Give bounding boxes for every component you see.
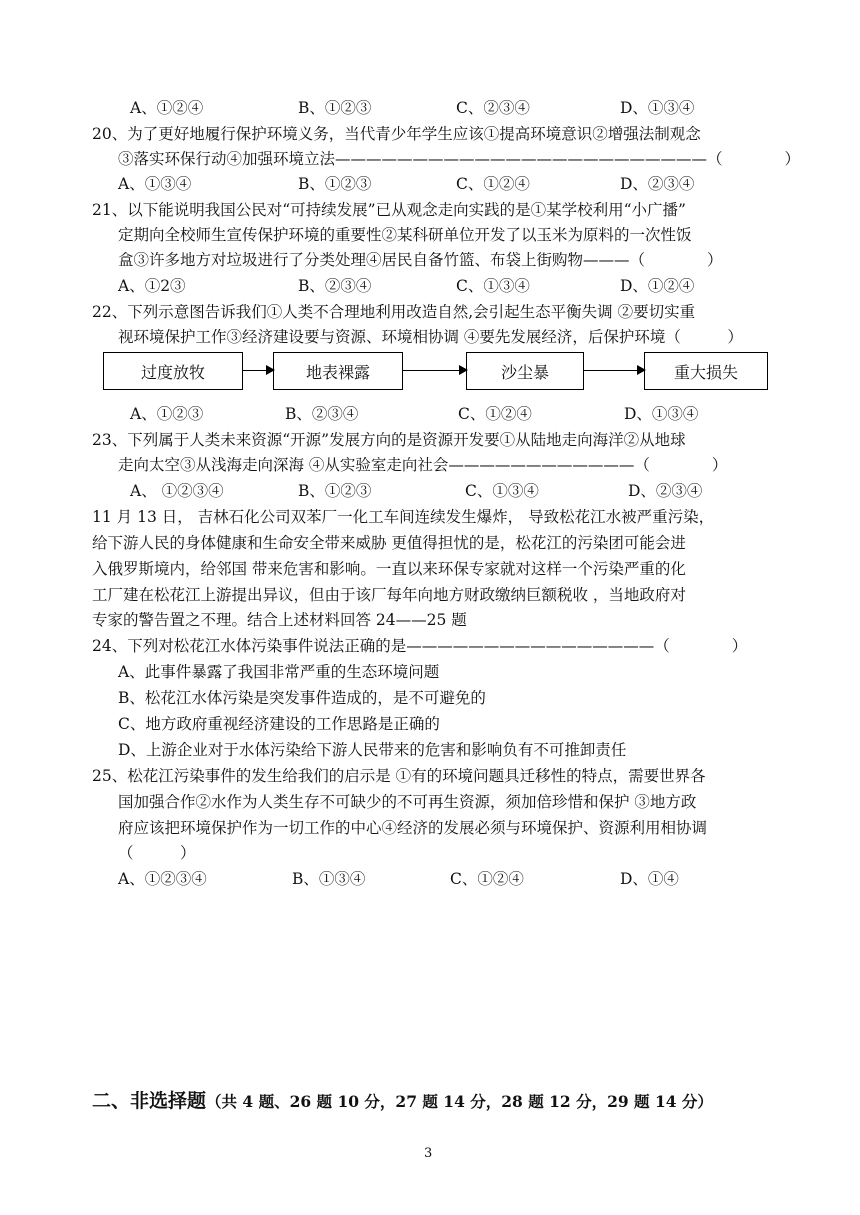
flow-box-major-loss: 重大损失 — [644, 352, 768, 390]
flow-arrow — [403, 370, 466, 371]
q23-option-b: B、①②③ — [298, 482, 372, 500]
section-subtitle: （共 4 题、26 题 10 分，27 题 14 分，28 题 12 分，29 题 14 分） — [206, 1092, 713, 1111]
q23-stem-line: 走向太空③从浅海走向深海 ④从实验室走向社会————————————（ ） — [118, 456, 728, 474]
q23-option-d: D、②③④ — [628, 482, 703, 500]
material-line: 入俄罗斯境内，给邻国 带来危害和影响。一直以来环保专家就对这样一个污染严重的化 — [92, 560, 686, 578]
q22-option-c: C、①②④ — [458, 405, 532, 423]
q25-stem-line: 国加强合作②水作为人类生存不可缺少的不可再生资源，须加倍珍惜和保护 ③地方政 — [118, 793, 697, 811]
q21-stem-line: 定期向全校师生宣传保护环境的重要性②某科研单位开发了以玉米为原料的一次性饭 — [118, 226, 692, 244]
q21-option-c: C、①③④ — [456, 277, 530, 295]
section-title: 二、非选择题 — [92, 1090, 207, 1112]
q21-option-b: B、②③④ — [298, 277, 372, 295]
flow-box-overgrazing: 过度放牧 — [103, 352, 243, 390]
q22-stem-line: 视环境保护工作③经济建设要与资源、环境相协调 ④要先发展经济，后保护环境（ ） — [118, 328, 743, 346]
q19-option-a: A、①②④ — [130, 99, 204, 117]
material-line: 专家的警告置之不理。结合上述材料回答 24——25 题 — [92, 611, 467, 629]
q21-stem-line: 21、以下能说明我国公民对“可持续发展”已从观念走向实践的是①某学校利用“小广播” — [92, 201, 686, 219]
q22-option-b: B、②③④ — [285, 405, 359, 423]
q25-option-b: B、①③④ — [292, 870, 366, 888]
q24-stem: 24、下列对松花江水体污染事件说法正确的是————————————————（ ） — [92, 637, 748, 655]
q20-option-b: B、①②③ — [298, 175, 372, 193]
q24-choice-d: D、上游企业对于水体污染给下游人民带来的危害和影响负有不可推卸责任 — [118, 741, 627, 759]
material-line: 工厂建在松花江上游提出异议，但由于该厂每年向地方财政缴纳巨额税收 ，当地政府对 — [92, 586, 686, 604]
q20-option-c: C、①②④ — [456, 175, 530, 193]
q22-option-a: A、①②③ — [130, 405, 204, 423]
q22-stem-line: 22、下列示意图告诉我们①人类不合理地利用改造自然,会引起生态平衡失调 ②要切实重 — [92, 303, 696, 321]
q23-option-c: C、①③④ — [465, 482, 539, 500]
q25-stem-line: （ ） — [118, 844, 196, 862]
q22-option-d: D、①③④ — [624, 405, 699, 423]
flow-arrow — [584, 370, 644, 371]
q21-stem-line: 盒③许多地方对垃圾进行了分类处理④居民自备竹篮、布袋上街购物———（ ） — [118, 251, 723, 269]
q19-option-c: C、②③④ — [456, 99, 530, 117]
q25-option-d: D、①④ — [620, 870, 679, 888]
q25-option-c: C、①②④ — [450, 870, 524, 888]
material-line: 11 月 13 日， 吉林石化公司双苯厂一化工车间连续发生爆炸， 导致松花江水被严重污染， — [92, 508, 715, 526]
q21-option-a: A、①2③ — [118, 277, 186, 295]
q19-option-d: D、①③④ — [620, 99, 695, 117]
flow-arrow — [243, 370, 273, 371]
q20-stem-line: ③落实环保行动④加强环境立法————————————————————————（ ） — [118, 150, 801, 168]
section-heading — [92, 1086, 713, 1113]
q24-choice-c: C、地方政府重视经济建设的工作思路是正确的 — [118, 715, 440, 733]
q25-option-a: A、①②③④ — [118, 870, 207, 888]
material-line: 给下游人民的身体健康和生命安全带来威胁 更值得担忧的是，松花江的污染团可能会进 — [92, 534, 686, 552]
page-number: 3 — [424, 1146, 433, 1161]
q20-option-d: D、②③④ — [620, 175, 695, 193]
q20-option-a: A、①③④ — [118, 175, 192, 193]
flow-box-bare-surface: 地表裸露 — [273, 352, 403, 390]
q24-choice-a: A、此事件暴露了我国非常严重的生态环境问题 — [118, 663, 440, 681]
q19-option-b: B、①②③ — [298, 99, 372, 117]
flow-box-sandstorm: 沙尘暴 — [466, 352, 584, 390]
q25-stem-line: 府应该把环境保护作为一切工作的中心④经济的发展必须与环境保护、资源利用相协调 — [118, 819, 708, 837]
q25-stem-line: 25、松花江污染事件的发生给我们的启示是 ①有的环境问题具迁移性的特点，需要世界各 — [92, 767, 706, 785]
q23-option-a: A、 ①②③④ — [130, 482, 224, 500]
q21-option-d: D、①②④ — [620, 277, 695, 295]
q23-stem-line: 23、下列属于人类未来资源“开源”发展方向的是资源开发要①从陆地走向海洋②从地球 — [92, 431, 686, 449]
q24-choice-b: B、松花江水体污染是突发事件造成的，是不可避免的 — [118, 689, 486, 707]
q20-stem-line: 20、为了更好地履行保护环境义务，当代青少年学生应该①提高环境意识②增强法制观念 — [92, 125, 701, 143]
